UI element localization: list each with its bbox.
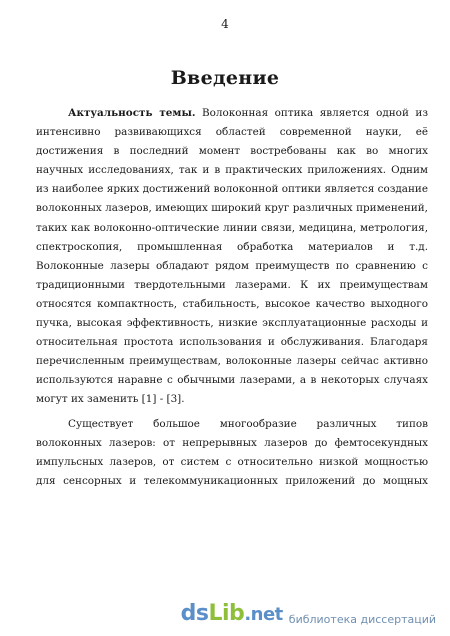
paragraph-text: Волоконная оптика является одной из интенсивно развивающихся областей современной науки, её достижения в последний момент востребованы как во многих научных исследованиях, так и в практических приложениях. Одним из наиболее ярких достижений волоконной оптики является создание волоконных лазеров, имеющих широкий круг различных применений, таких как волоконно-оптические линии связи, медицина, метрология, спектроскопия, промышленная обработка материалов и т.д. Волоконные лазеры обладают рядом преимуществ по сравнению с традиционными твердотельными лазерами. К их преимуществам относятся компактность, стабильность, высокое качество выходного пучка, высокая эффективность, низкие эксплуатационные расходы и относительная простота использования и обслуживания. Благодаря перечисленным преимуществам, волоконные лазеры сейчас активно используются наравне с обычными лазерами, а в некоторых случаях могут их заменить [1] - [3]. (36, 107, 428, 406)
paragraph-lead-bold: Актуальность темы. (68, 107, 196, 119)
watermark (179, 601, 440, 628)
paragraph-text: Существует большое многообразие различных типов волоконных лазеров: от непрерывных лазеров до фемтосекундных импульсных лазеров, от систем с относительно низкой мощностью для сенсорных и телекоммуникационных приложений до мощных (36, 417, 428, 487)
page-number: 4 (221, 17, 229, 31)
page-title: Введение (170, 67, 280, 89)
paragraph-relevance (36, 104, 428, 410)
paragraph-laser-types (36, 415, 428, 493)
watermark-subtitle: библиотека диссертаций (288, 613, 436, 626)
watermark-logo: dsLib.net (180, 601, 283, 626)
document-body (36, 104, 428, 493)
